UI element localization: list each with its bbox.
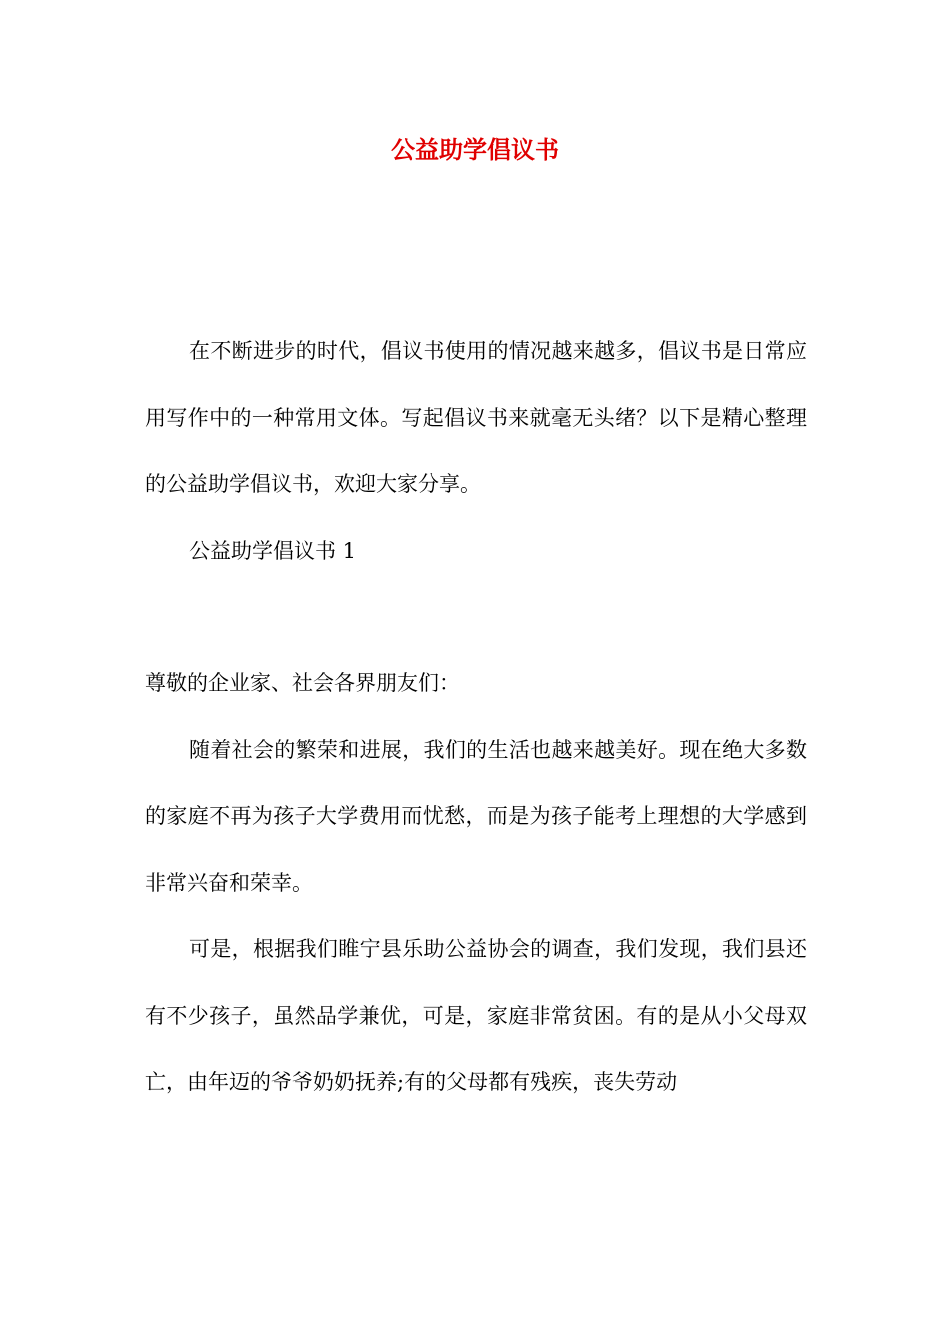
- body-paragraph-1: 随着社会的繁荣和进展，我们的生活也越来越美好。现在绝大多数的家庭不再为孩子大学费用而忧愁，而是为孩子能考上理想的大学感到非常兴奋和荣幸。: [145, 737, 807, 895]
- body-paragraph-2: 可是，根据我们睢宁县乐助公益协会的调查，我们发现，我们县还有不少孩子，虽然品学兼优，可是，家庭非常贫困。有的是从小父母双亡，由年迈的爷爷奶奶抚养;有的父母都有残疾，丧失劳动: [145, 937, 807, 1094]
- blank-line: [145, 584, 807, 650]
- document-title: 公益助学倡议书: [391, 135, 559, 164]
- document-body: [145, 318, 807, 1116]
- section-heading: 公益助学倡议书 1: [189, 538, 357, 563]
- intro-paragraph: 在不断进步的时代，倡议书使用的情况越来越多，倡议书是日常应用写作中的一种常用文体。写起倡议书来就毫无头绪？以下是精心整理的公益助学倡议书，欢迎大家分享。: [145, 339, 807, 496]
- salutation: 尊敬的企业家、社会各界朋友们：: [145, 671, 460, 695]
